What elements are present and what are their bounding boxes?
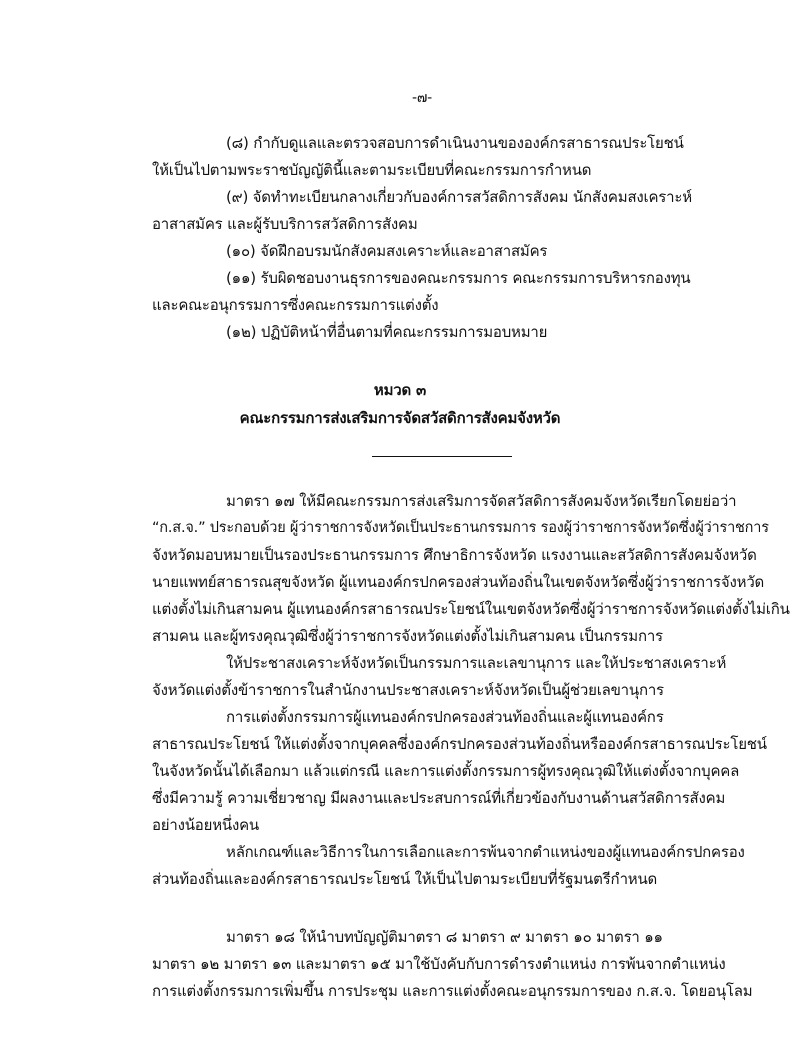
- section-17-line-11: ในจังหวัดนั้นได้เลือกมา แล้วแต่กรณี และการแต่งตั้งกรรมการผู้ทรงคุณวุฒิให้แต่งตั้งจากบุคคล: [152, 762, 740, 780]
- section-17-line-6: สามคน และผู้ทรงคุณวุฒิซึ่งผู้ว่าราชการจังหวัดแต่งตั้งไม่เกินสามคน เป็นกรรมการ: [152, 627, 663, 645]
- section-17-line-8: จังหวัดแต่งตั้งข้าราชการในสำนักงานประชาสงเคราะห์จังหวัดเป็นผู้ช่วยเลขานุการ: [152, 681, 664, 699]
- chapter-subtitle: คณะกรรมการส่งเสริมการจัดสวัสดิการสังคมจังหวัด: [239, 409, 561, 427]
- item-12: (๑๒) ปฏิบัติหน้าที่อื่นตามที่คณะกรรมการมอบหมาย: [226, 323, 548, 341]
- section-17-line-13: อย่างน้อยหนึ่งคน: [152, 816, 259, 834]
- section-17-line-15: ส่วนท้องถิ่นและองค์กรสาธารณประโยชน์ ให้เป็นไปตามระเบียบที่รัฐมนตรีกำหนด: [152, 870, 658, 888]
- item-10: (๑๐) จัดฝึกอบรมนักสังคมสงเคราะห์และอาสาสมัคร: [226, 242, 548, 260]
- section-17-line-2: “ก.ส.จ.” ประกอบด้วย ผู้ว่าราชการจังหวัดเป็นประธานกรรมการ รองผู้ว่าราชการจังหวัดซึ่งผู้ว่าราชการ: [152, 520, 769, 536]
- heading-divider: [372, 456, 512, 457]
- page-number: -๗-: [412, 90, 433, 106]
- section-17-line-9: การแต่งตั้งกรรมการผู้แทนองค์กรปกครองส่วนท้องถิ่นและผู้แทนองค์กร: [226, 708, 664, 726]
- item-9-cont: อาสาสมัคร และผู้รับบริการสวัสดิการสังคม: [152, 215, 418, 233]
- section-17-line-5: แต่งตั้งไม่เกินสามคน ผู้แทนองค์กรสาธารณประโยชน์ในเขตจังหวัดซึ่งผู้ว่าราชการจังหวัดแต่งตั้งไม่เกิน: [152, 600, 790, 618]
- section-18-line-1: มาตรา ๑๘ ให้นำบทบัญญัติมาตรา ๘ มาตรา ๙ มาตรา ๑๐ มาตรา ๑๑: [226, 928, 663, 946]
- item-8: (๘) กำกับดูแลและตรวจสอบการดำเนินงานขององค์กรสาธารณประโยชน์: [226, 134, 684, 152]
- section-18-line-2: มาตรา ๑๒ มาตรา ๑๓ และมาตรา ๑๕ มาใช้บังคับกับการดำรงตำแหน่ง การพ้นจากตำแหน่ง: [152, 955, 726, 973]
- chapter-title: หมวด ๓: [373, 381, 427, 399]
- item-11-cont: และคณะอนุกรรมการซึ่งคณะกรรมการแต่งตั้ง: [152, 296, 439, 314]
- section-17-line-3: จังหวัดมอบหมายเป็นรองประธานกรรมการ ศึกษาธิการจังหวัด แรงงานและสวัสดิการสังคมจังหวัด: [152, 546, 757, 564]
- section-17-line-12: ซึ่งมีความรู้ ความเชี่ยวชาญ มีผลงานและประสบการณ์ที่เกี่ยวข้องกับงานด้านสวัสดิการสังคม: [152, 789, 726, 807]
- section-17-line-14: หลักเกณฑ์และวิธีการในการเลือกและการพ้นจากตำแหน่งของผู้แทนองค์กรปกครอง: [226, 843, 745, 861]
- section-17-line-7: ให้ประชาสงเคราะห์จังหวัดเป็นกรรมการและเลขานุการ และให้ประชาสงเคราะห์: [226, 654, 727, 672]
- item-8-cont: ให้เป็นไปตามพระราชบัญญัตินี้และตามระเบียบที่คณะกรรมการกำหนด: [152, 161, 592, 179]
- section-17-line-4: นายแพทย์สาธารณสุขจังหวัด ผู้แทนองค์กรปกครองส่วนท้องถิ่นในเขตจังหวัดซึ่งผู้ว่าราชการจังหวัด: [152, 573, 765, 591]
- section-17-line-1: มาตรา ๑๗ ให้มีคณะกรรมการส่งเสริมการจัดสวัสดิการสังคมจังหวัดเรียกโดยย่อว่า: [226, 492, 737, 510]
- section-17-line-10: สาธารณประโยชน์ ให้แต่งตั้งจากบุคคลซึ่งองค์กรปกครองส่วนท้องถิ่นหรือองค์กรสาธารณประโยชน์: [152, 735, 767, 753]
- item-11: (๑๑) รับผิดชอบงานธุรการของคณะกรรมการ คณะกรรมการบริหารกองทุน: [226, 269, 691, 287]
- item-9: (๙) จัดทำทะเบียนกลางเกี่ยวกับองค์การสวัสดิการสังคม นักสังคมสงเคราะห์: [226, 188, 692, 206]
- section-18-line-3: การแต่งตั้งกรรมการเพิ่มขึ้น การประชุม และการแต่งตั้งคณะอนุกรรมการของ ก.ส.จ. โดยอนุโลม: [152, 982, 753, 1000]
